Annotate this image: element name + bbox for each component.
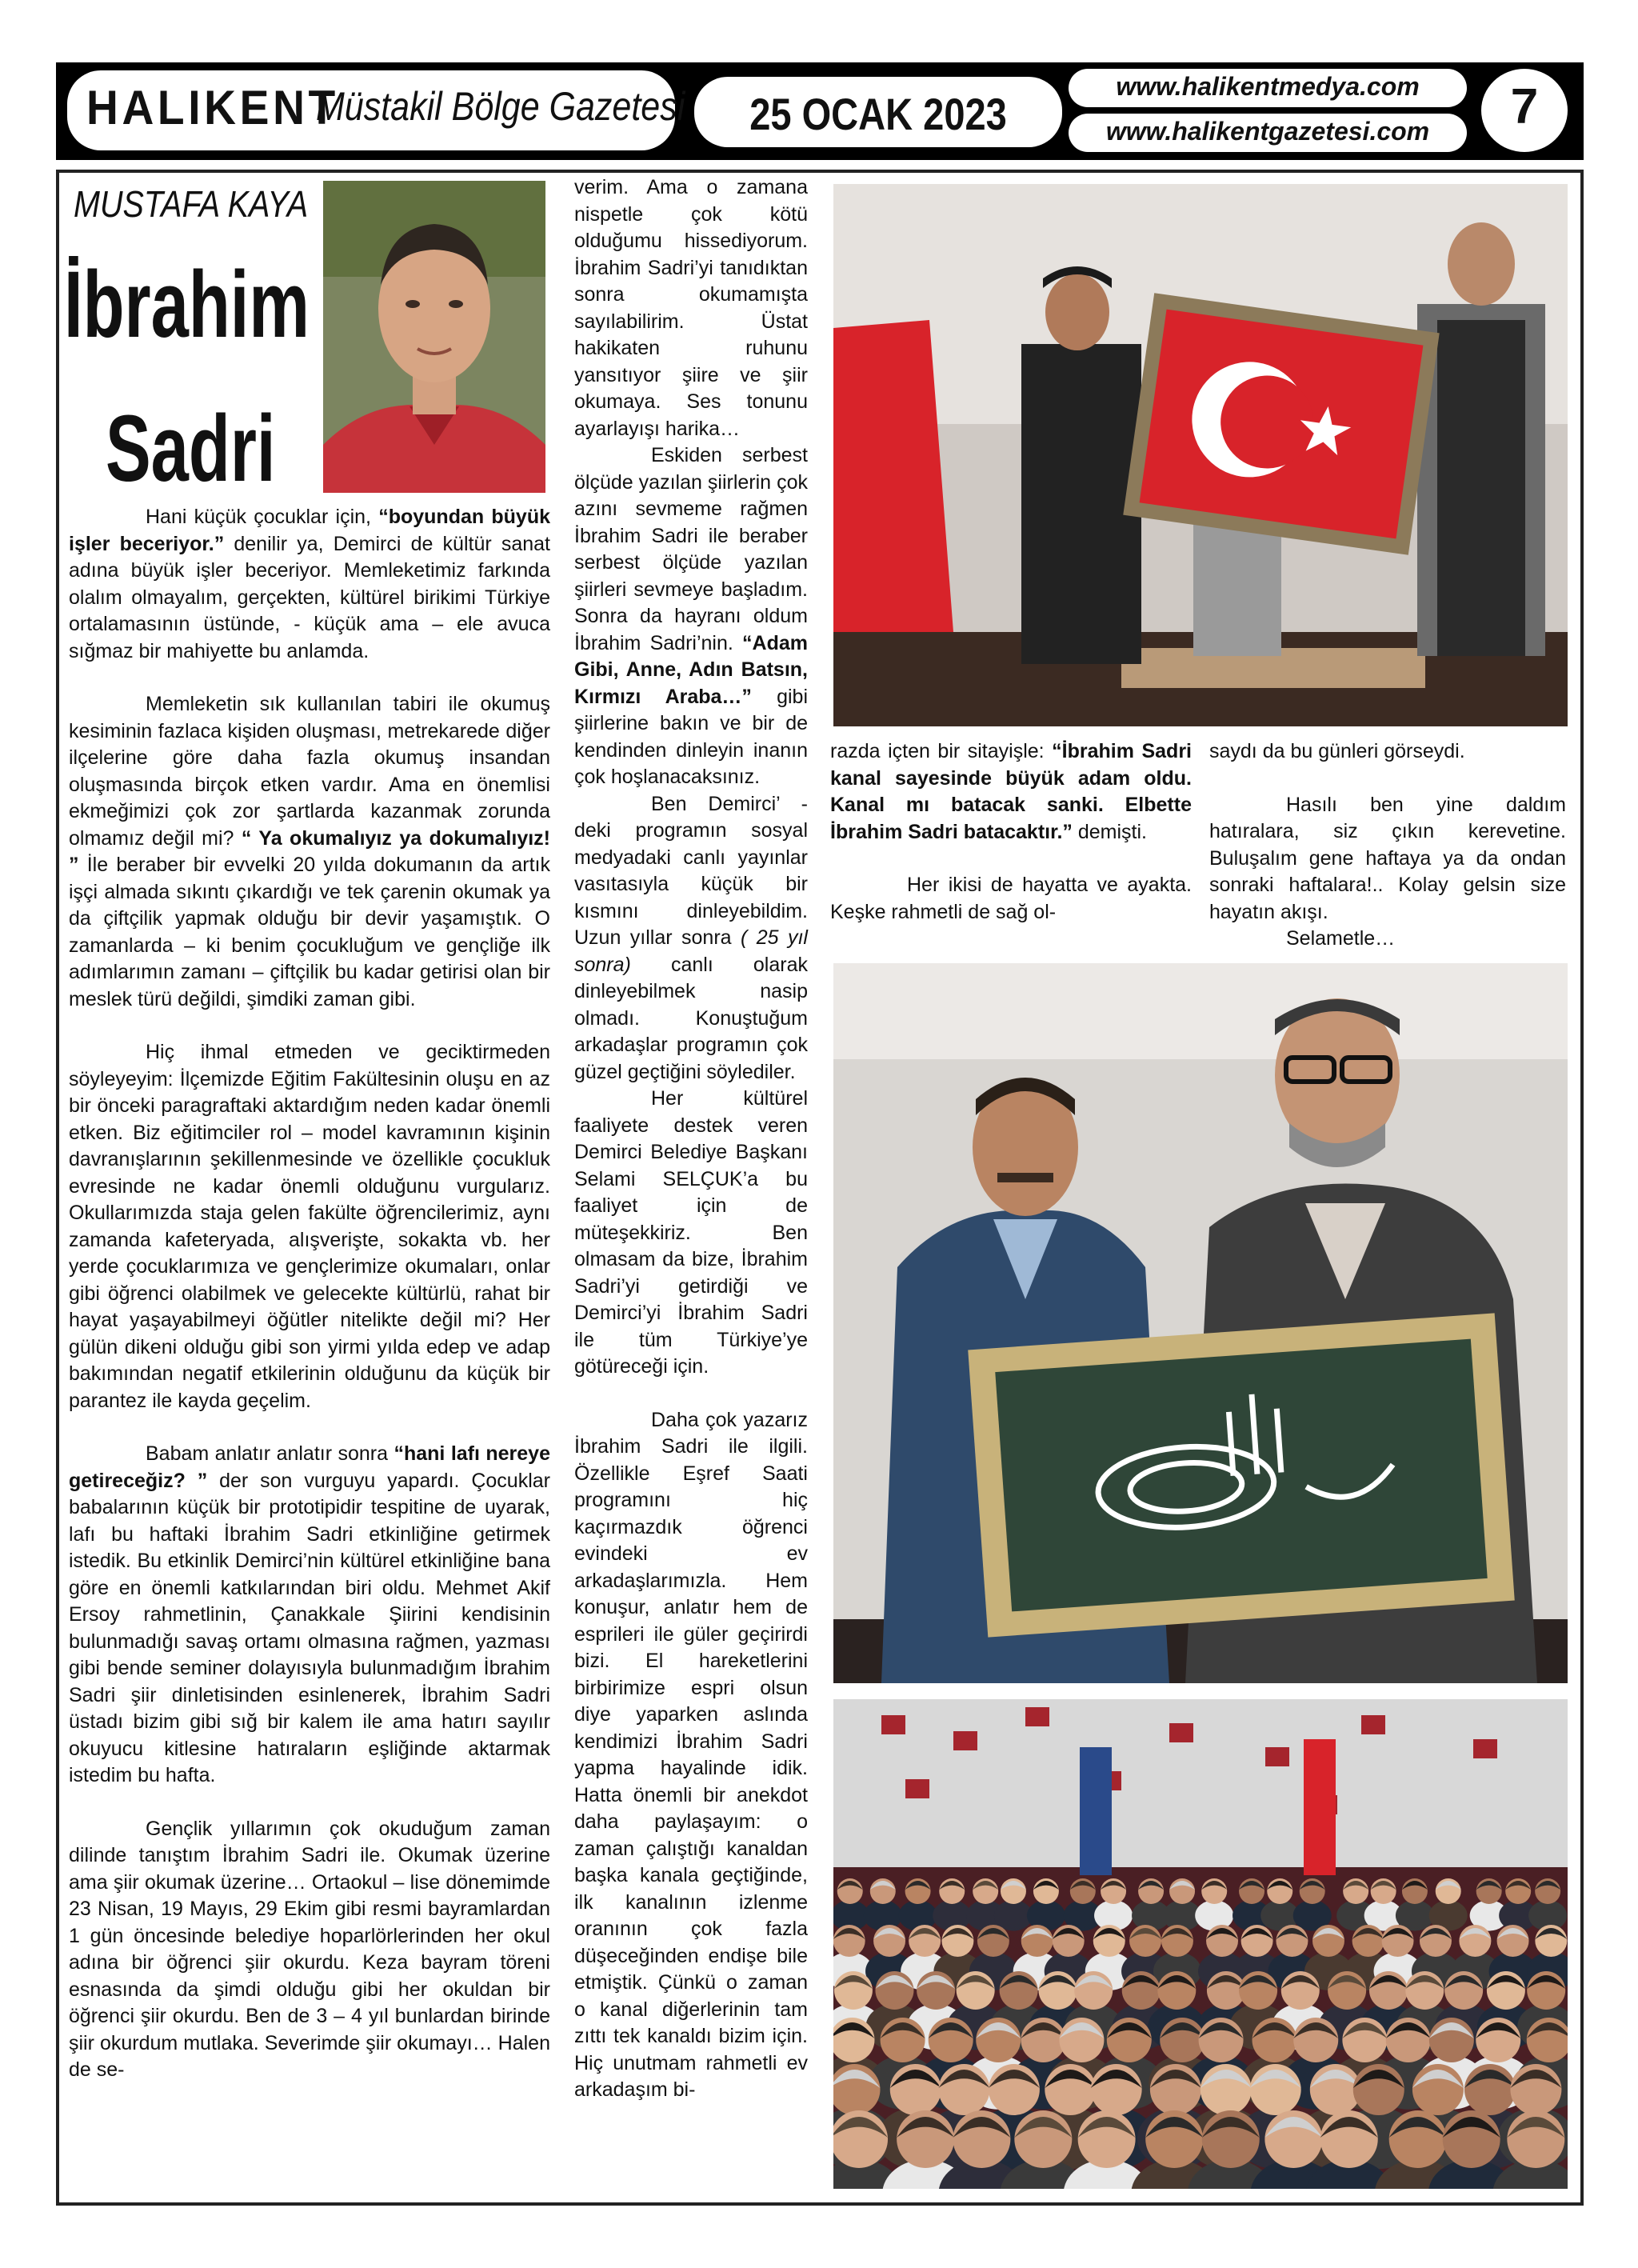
paragraph: Daha çok yazarız İbrahim Sadri ile ilgili. Özellikle Eşref Saati programını hiç kaçırmazdık öğrenci evindeki ev arkadaşlarımızla. Hem konuşur, anlatır hem de esprileri ile güler geçirirdi bizi. El hareketlerini birbirimize espri olsun diye yaparken aslında kendimizi İbrahim Sadri yapma hayalinde idik. Hatta önemli bir anekdot daha paylaşayım: o zaman çalıştığı kanaldan başka kanala geçtiğinde, ilk kanalının izlenme oranının çok fazla düşeceğinden endişe bile etmiştik. Çünkü o zaman o kanal diğerlerinin tam zıttı tek kanaldı bizim için. Hiç unutmam rahmetli ev arkadaşım bi- — [574, 1408, 808, 2101]
article-column-4 — [1209, 738, 1566, 953]
paragraph: Hani küçük çocuklar için, “boyundan büyük işler beceriyor.” denilir ya, Demirci de kültür sanat adına büyük işler beceriyor. Memleketimiz farkında olalım olmayalım, gerçekten, kültürel birikimi Türkiye ortalamasının üstünde, - küçük ama – ele avuca sığmaz bir mahiyette bu anlamda. — [69, 506, 551, 662]
author-portrait — [323, 181, 545, 493]
paragraph: saydı da bu günleri görseydi. — [1209, 740, 1465, 762]
calligraphy-gift-photo — [833, 963, 1568, 1683]
article-title-line2: Sadri — [106, 396, 276, 502]
article-column-1 — [69, 504, 550, 2084]
paragraph: razda içten bir sitayişle: “İbrahim Sadri kanal sayesinde büyük adam oldu. Kanal mı batacak sanki. Elbette İbrahim Sadri batacaktır.” demişti. — [830, 740, 1192, 843]
paragraph: Eskiden serbest ölçüde yazılan şiirlerin çok azını sevmeme rağmen İbrahim Sadri ile beraber serbest ölçüde yazılan şiirleri sevmeye başladım. Sonra da hayranı oldum İbrahim Sadri’nin. “Adam Gibi, Anne, Adın Batsın, Kırmızı Araba…” gibi şiirlerine bakın ve bir de kendinden dinleyin inanın çok hoşlanacaksınız. — [574, 444, 808, 788]
article-column-2 — [574, 174, 808, 2104]
paragraph: Memleketin sık kullanılan tabiri ile okumuş kesiminin fazlaca kişiden oluşması, metrekarede diğer ilçelerine göre daha fazla okumuş insandan oluşmasında birçok etken vardır. Ama en önemlisi ekmeğimizi çok zor şartlarda kazanmak zorunda olmamız değil mi? “ Ya okumalıyız ya dokumalıyız! ” İle beraber bir evvelki 20 yılda dokumanın da artık işçi almada sıkıntı çıkardığı ve tek çarenin okumak ya da çiftçilik yapmak olduğu bir devir yaşamıştık. O zamanlarda – ki benim çocukluğum ve gençliğe ilk adımlarımın zamanı – çiftçilik bu kadar getirisi olan bir meslek türü değildi, şimdiki zaman gibi. — [69, 693, 550, 1010]
article-title-line1: İbrahim — [64, 252, 310, 358]
paragraph: Selametle… — [1286, 927, 1396, 950]
website-link-2[interactable]: www.halikentgazetesi.com — [1105, 117, 1430, 146]
newspaper-subtitle: Müstakil Bölge Gazetesi — [316, 84, 685, 129]
paragraph: Her ikisi de hayatta ve ayakta. Keşke rahmetli de sağ ol- — [830, 874, 1192, 923]
newspaper-name: HALIKENT — [86, 81, 339, 134]
issue-date: 25 OCAK 2023 — [749, 89, 1007, 139]
page-number: 7 — [1510, 79, 1539, 134]
paragraph: verim. Ama o zamana nispetle çok kötü olduğumu hissediyorum. İbrahim Sadri’yi tanıdıktan sonra okumamışta sayılabilirim. Üstat hakikaten ruhunu yansıtıyor şiire ve şiir okumaya. Ses tonunu ayarlayışı harika… — [574, 176, 808, 440]
website-link-1[interactable]: www.halikentmedya.com — [1116, 72, 1420, 101]
paragraph: Hasılı ben yine daldım hatıralara, siz çıkın kerevetine. Buluşalım gene haftaya ya da ondan sonraki haftalara!.. Kolay gelsin size hayatın akışı. — [1209, 793, 1566, 923]
paragraph: Hiç ihmal etmeden ve geciktirmeden söyleyeyim: İlçemizde Eğitim Fakültesinin oluşu en az bir önceki paragraftaki aktardığım neden kadar önemli etken. Biz eğitimciler rol – model kavramının kişinin davranışlarının şekillenmesinde ve özellikle çocukluk evresinde ne kadar önemli olduğunu vurgularız. Okullarımızda staja gelen fakülte öğrencilerimiz, aynı zamanda kafeteryada, alışverişte, sokakta vb. her yerde çocuklarımıza ve gençlerimize okumaları, onlar gibi öğrenci olabilmek ve gelecekte kültürlü, rahat bir hayat yaşayabilmeyi öğütler nitelikte değil mi? Her gülün dikeni olduğu gibi son yirmi yılda edep ve adap bakımından negatif etkilerinin olduğunu da küçük bir parantez ile kayda geçelim. — [69, 1041, 550, 1412]
paragraph: Ben Demirci’ - deki programın sosyal medyadaki canlı yayınlar vasıtasıyla küçük bir kısmını dinleyebildim. Uzun yıllar sonra ( 25 yıl sonra) canlı olarak dinleyebilmek nasip olmadı. Konuştuğum arkadaşlar programın çok güzel geçtiğini söylediler. — [574, 792, 808, 1083]
article-column-3 — [830, 738, 1192, 926]
paragraph: Babam anlatır anlatır sonra “hani lafı nereye getireceğiz? ” der son vurguyu yapardı. Çocuklar babalarının küçük bir prototipidir tespitine de uyarak, lafı bu haftaki İbrahim Sadri etkinliğine getirmek istedik. Bu etkinlik Demirci’nin kültürel etkinliğine bana göre en önemli katkılarından biri oldu. Mehmet Akif Ersoy rahmetlinin, Çanakkale Şiirini kendisinin bulunmadığı savaş ortamı olmasına rağmen, yazması gibi bende seminer dolayısıyla bulunmadığım İbrahim Sadri şiir dinletisinden esinlenerek, İbrahim Sadri üstadı bizim gibi sığ bir kalem ile ama hatırı sayılır okuyucu kitlesine hatıraların eşliğinde aktarmak istedim bu hafta. — [69, 1442, 550, 1786]
paragraph: Her kültürel faaliyete destek veren Demirci Belediye Başkanı Selami SELÇUK’a bu faaliyet için de müteşekkiriz. Ben olmasam da bize, İbrahim Sadri’yi getirdiği ve Demirci’yi İbrahim Sadri ile tüm Türkiye’ye götüreceği için. — [574, 1087, 808, 1378]
audience-applause-photo — [833, 1699, 1568, 2189]
flag-gift-photo — [833, 184, 1568, 726]
paragraph: Gençlik yıllarımın çok okuduğum zaman dilinde tanıştım İbrahim Sadri ile. Okumak üzerine ama şiir okumak üzerine… Ortaokul – lise dönemimde 23 Nisan, 19 Mayıs, 29 Ekim gibi resmi bayramlardan 1 gün öncesinde belediye hoparlörlerinden her okul adına bir öğrenci şiir okurdu. Keza bayram töreni esnasında da şimdi olduğu gibi her okuldan bir öğrenci şiir okurdu. Ben de 3 – 4 yıl bunlardan birinde şiir okurdum mutlaka. Severimde şiir okumayı… Halen de se- — [69, 1817, 550, 2081]
author-name: MUSTAFA KAYA — [74, 183, 309, 225]
